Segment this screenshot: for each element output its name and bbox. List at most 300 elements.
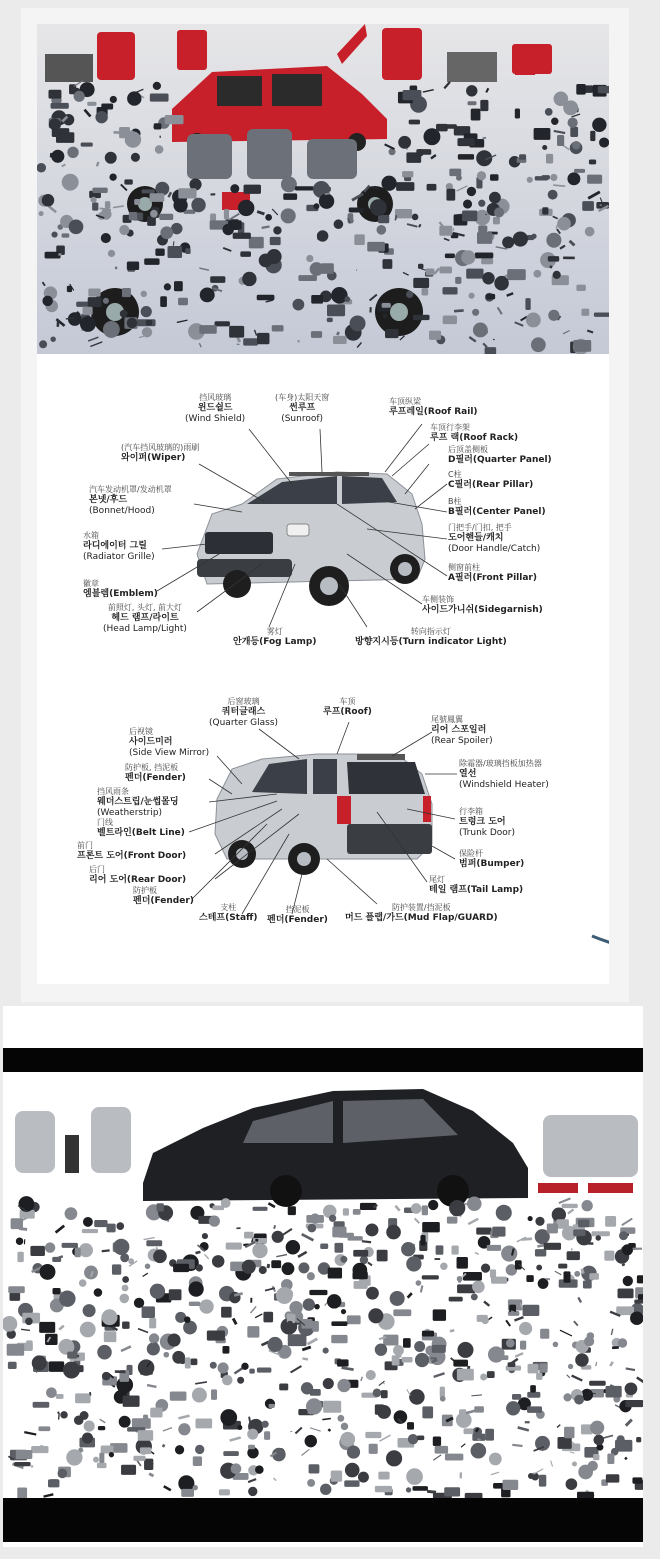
car-part: [193, 1457, 201, 1466]
car-part: [299, 1263, 309, 1273]
car-part: [515, 1261, 521, 1269]
car-part: [80, 317, 95, 332]
car-part: [142, 328, 151, 337]
car-part: [590, 1381, 606, 1385]
car-part: [371, 200, 387, 216]
label-turn-indicator: 转向指示灯 방향지시등(Turn indicator Light): [355, 627, 507, 647]
car-part: [45, 252, 60, 258]
car-part: [79, 1280, 86, 1287]
label-sidegarnish: 车侧装饰 사이드가니쉬(Sidegarnish): [422, 595, 543, 615]
car-part: [211, 277, 225, 283]
car-part: [140, 1448, 150, 1454]
car-part: [543, 208, 548, 214]
car-part: [610, 1388, 615, 1396]
car-part: [475, 1407, 484, 1412]
car-part: [457, 1258, 467, 1269]
car-part: [379, 1472, 389, 1479]
car-part: [341, 1256, 347, 1262]
label-sunroof: (车身)太阳天窗 썬루프 (Sunroof): [275, 393, 330, 424]
car-part: [447, 189, 455, 200]
car-part: [18, 1252, 23, 1261]
car-part: [487, 1245, 500, 1250]
car-part: [257, 1368, 270, 1372]
car-part: [495, 208, 504, 217]
car-part: [553, 1342, 558, 1347]
car-part: [94, 1289, 102, 1297]
car-part: [456, 175, 461, 180]
car-part: [562, 1204, 577, 1207]
car-part: [120, 1294, 129, 1303]
car-part: [535, 177, 547, 180]
car-part: [258, 333, 269, 343]
car-part: [503, 1480, 518, 1489]
car-part: [62, 174, 78, 190]
car-part: [537, 1373, 542, 1379]
car-part: [454, 1360, 468, 1366]
car-part: [551, 174, 557, 180]
car-part: [591, 1421, 604, 1434]
car-part: [10, 1293, 20, 1300]
car-part: [18, 1488, 27, 1498]
car-part: [323, 1348, 328, 1353]
car-part: [456, 1413, 471, 1428]
label-windshield-heater: 除霜器/玻璃挡板加热器 열선 (Windshield Heater): [459, 759, 549, 790]
car-part: [366, 1432, 381, 1437]
car-part: [440, 267, 451, 273]
car-part: [266, 214, 272, 220]
car-part: [386, 1451, 401, 1466]
car-part: [583, 1281, 591, 1288]
car-part: [68, 1352, 77, 1358]
car-part: [471, 1294, 477, 1300]
car-part: [180, 1358, 186, 1364]
car-part: [123, 1396, 139, 1406]
car-part: [350, 316, 365, 331]
car-part: [458, 155, 473, 159]
car-part: [440, 1396, 445, 1401]
car-part: [413, 315, 429, 319]
car-part: [210, 1362, 216, 1368]
car-part: [74, 91, 84, 101]
car-part: [68, 147, 78, 157]
label-roof: 车顶 루프(Roof): [323, 697, 372, 717]
car-part: [407, 1257, 421, 1271]
car-part: [284, 194, 297, 199]
label-fender-1: 防护板, 挡泥板 펜더(Fender): [125, 763, 186, 783]
car-part: [272, 1261, 281, 1268]
car-part: [103, 321, 119, 337]
car-part: [84, 1421, 94, 1431]
car-part: [459, 1278, 460, 1283]
car-part: [319, 194, 333, 208]
car-part: [9, 1287, 25, 1293]
car-part: [343, 1209, 348, 1215]
car-part: [262, 226, 270, 227]
car-part: [531, 1386, 536, 1392]
car-part: [458, 1342, 473, 1357]
car-part: [577, 285, 585, 290]
car-part: [222, 1307, 232, 1317]
car-part: [256, 1466, 264, 1474]
car-part: [564, 1272, 570, 1282]
label-emblem: 徽章 엠블렘(Emblem): [83, 579, 158, 599]
car-part: [264, 1312, 273, 1322]
car-part: [88, 102, 96, 105]
car-part: [40, 1264, 55, 1279]
car-part: [478, 1439, 481, 1441]
car-part: [242, 1260, 255, 1273]
car-part: [175, 1446, 183, 1454]
car-part: [567, 1252, 579, 1260]
car-part: [546, 154, 552, 163]
car-part: [454, 310, 464, 311]
car-part: [52, 232, 57, 237]
car-part: [62, 234, 69, 237]
car-part: [48, 1480, 58, 1487]
car-part: [341, 1423, 347, 1429]
car-part: [618, 1289, 633, 1298]
car-part: [317, 231, 327, 241]
car-part: [508, 1363, 515, 1367]
car-part: [310, 263, 323, 276]
car-part: [528, 1217, 532, 1221]
rear-suv-illustration: [215, 754, 432, 875]
car-part: [422, 1276, 438, 1279]
car-part: [422, 1331, 433, 1336]
car-part: [467, 86, 477, 96]
car-part: [585, 227, 594, 236]
car-part: [241, 252, 251, 257]
car-part: [156, 182, 169, 195]
car-part: [83, 1217, 92, 1226]
car-part: [338, 1379, 350, 1391]
car-part: [102, 1250, 110, 1251]
car-part: [332, 288, 348, 304]
car-part: [179, 1424, 190, 1435]
car-part: [620, 1232, 628, 1240]
car-part: [574, 1230, 585, 1236]
car-part: [305, 1435, 316, 1446]
car-part: [179, 189, 196, 198]
car-part: [93, 1457, 98, 1462]
car-part: [390, 1291, 404, 1305]
car-part: [150, 1318, 156, 1327]
car-part: [269, 1404, 274, 1407]
car-part: [471, 109, 480, 120]
car-part: [16, 1451, 32, 1459]
car-part: [250, 1369, 255, 1373]
car-part: [489, 192, 500, 203]
car-part: [95, 1221, 107, 1227]
car-part: [618, 1339, 626, 1347]
car-part: [345, 1481, 359, 1487]
car-part: [383, 314, 387, 318]
car-part: [423, 1223, 440, 1232]
car-part: [594, 1455, 599, 1460]
car-part: [150, 1284, 164, 1298]
car-part: [110, 96, 116, 102]
car-part: [46, 1334, 58, 1344]
car-part: [479, 226, 487, 235]
car-part: [325, 193, 330, 194]
car-part: [572, 141, 580, 149]
car-part: [441, 1263, 447, 1269]
car-part: [119, 1416, 130, 1427]
car-part: [496, 1205, 511, 1220]
car-part: [623, 1276, 632, 1285]
car-part: [122, 1465, 136, 1474]
car-part: [513, 232, 527, 246]
car-part: [397, 183, 414, 191]
car-part: [313, 1322, 319, 1332]
car-part: [463, 1273, 481, 1281]
car-part: [75, 1248, 80, 1257]
car-part: [243, 272, 256, 285]
car-part: [224, 1452, 239, 1456]
car-part: [417, 150, 431, 155]
car-part: [592, 1232, 609, 1236]
car-part: [409, 120, 419, 124]
label-windshield: 挡风玻璃 윈드쉴드 (Wind Shield): [185, 393, 246, 424]
car-part: [56, 1395, 63, 1399]
car-part: [128, 92, 141, 105]
car-part: [223, 1347, 229, 1354]
label-side-mirror: 后视镜 사이드미러 (Side View Mirror): [129, 727, 210, 758]
car-part: [366, 1224, 378, 1236]
bottom-black-band: [3, 1498, 643, 1542]
car-part: [571, 127, 578, 136]
car-part: [164, 1352, 169, 1357]
car-part: [553, 185, 565, 186]
car-part: [367, 1287, 379, 1299]
car-part: [433, 1310, 445, 1321]
car-part: [415, 1342, 425, 1352]
car-part: [123, 1277, 129, 1283]
car-part: [566, 1479, 577, 1490]
car-part: [189, 1302, 200, 1305]
car-part: [625, 1457, 627, 1459]
car-part: [539, 1475, 545, 1486]
car-part: [145, 1264, 150, 1269]
car-part: [377, 1250, 387, 1261]
car-part: [520, 1322, 532, 1334]
car-part: [445, 1454, 462, 1460]
car-part: [450, 1200, 465, 1215]
car-part: [290, 1301, 302, 1313]
car-part: [272, 326, 283, 331]
car-part: [593, 118, 606, 131]
car-part: [572, 1462, 576, 1466]
car-part: [605, 1251, 614, 1260]
car-part: [407, 1469, 423, 1485]
disassembled-black-car-photo: [3, 1073, 643, 1498]
car-part: [375, 1344, 386, 1355]
car-part: [149, 1334, 158, 1343]
car-part: [528, 1392, 540, 1397]
car-part: [102, 1310, 117, 1325]
car-part: [154, 124, 161, 129]
car-part: [345, 1463, 359, 1477]
car-part: [594, 313, 609, 316]
car-part: [151, 210, 158, 217]
car-part: [244, 185, 260, 193]
car-part: [616, 1440, 632, 1451]
car-part: [120, 225, 129, 234]
car-part: [253, 1238, 266, 1242]
car-part: [331, 1471, 341, 1481]
car-part: [583, 202, 594, 211]
car-part: [186, 249, 190, 254]
label-trunk-door: 行李箱 트렁크 도어 (Trunk Door): [459, 807, 516, 838]
car-part: [347, 1316, 360, 1324]
car-part: [483, 273, 494, 284]
car-part: [174, 1264, 189, 1271]
car-part: [383, 260, 392, 269]
car-part: [479, 200, 485, 206]
car-part: [334, 336, 347, 343]
car-part: [169, 1290, 181, 1300]
car-part: [445, 254, 454, 258]
car-part: [481, 1374, 487, 1380]
car-part: [213, 1206, 224, 1210]
car-part: [231, 185, 239, 193]
car-part: [503, 237, 514, 248]
car-part: [457, 1369, 473, 1380]
car-part: [200, 288, 214, 302]
car-part: [142, 190, 154, 193]
car-part: [590, 1274, 599, 1280]
car-part: [230, 326, 244, 337]
car-part: [467, 187, 475, 195]
car-part: [82, 1433, 92, 1443]
car-part: [65, 1208, 77, 1220]
car-part: [449, 1297, 462, 1301]
car-part: [492, 1277, 507, 1283]
car-part: [274, 1225, 275, 1228]
car-part: [66, 318, 74, 319]
car-part: [544, 1243, 560, 1249]
car-part: [162, 1445, 164, 1446]
car-part: [568, 1364, 572, 1368]
car-part: [471, 1443, 486, 1458]
car-part: [245, 1232, 254, 1238]
car-part: [547, 233, 561, 247]
car-part: [31, 1466, 33, 1467]
car-part: [458, 139, 474, 146]
car-part: [268, 1264, 269, 1268]
car-part: [155, 146, 163, 154]
car-part: [394, 1310, 411, 1316]
car-part: [353, 1209, 360, 1214]
car-part: [334, 220, 343, 229]
car-part: [191, 1359, 197, 1365]
car-part: [184, 1321, 197, 1334]
car-part: [249, 1487, 257, 1495]
car-part: [399, 136, 411, 148]
car-part: [148, 217, 156, 226]
car-part: [310, 1290, 327, 1294]
car-part: [295, 187, 313, 190]
car-part: [395, 210, 411, 218]
car-part: [49, 90, 61, 98]
car-part: [132, 1419, 150, 1428]
car-part: [141, 307, 151, 317]
car-part: [323, 1378, 333, 1388]
car-part: [495, 1348, 504, 1357]
car-part: [468, 1197, 482, 1211]
car-part: [238, 200, 253, 215]
car-part: [477, 1228, 491, 1234]
car-part: [538, 1279, 548, 1289]
car-part: [549, 310, 559, 320]
car-part: [90, 1392, 91, 1396]
car-part: [314, 204, 319, 209]
car-part: [302, 1358, 308, 1359]
car-part: [259, 254, 272, 267]
car-part: [527, 1276, 533, 1282]
car-part: [184, 210, 195, 213]
car-part: [125, 132, 140, 147]
car-part: [507, 1402, 520, 1415]
car-part: [244, 339, 258, 345]
car-part: [164, 284, 170, 290]
car-part: [486, 1429, 494, 1440]
car-part: [588, 1461, 597, 1470]
car-part: [168, 1334, 180, 1346]
top-black-band: [3, 1048, 643, 1072]
car-part: [105, 152, 116, 163]
car-part: [429, 331, 440, 339]
car-part: [594, 1435, 604, 1445]
car-part: [327, 318, 332, 321]
car-part: [127, 318, 137, 328]
car-part: [182, 1489, 194, 1496]
car-part: [51, 103, 68, 108]
car-part: [392, 1356, 399, 1365]
label-front-door: 前门 프론트 도어(Front Door): [77, 841, 187, 861]
car-part: [211, 1390, 216, 1400]
car-part: [307, 255, 313, 261]
car-part: [274, 227, 281, 234]
car-part: [408, 1423, 414, 1430]
car-part: [487, 1372, 494, 1378]
car-part: [411, 1204, 421, 1214]
car-part: [238, 1377, 244, 1383]
car-part: [238, 1425, 242, 1429]
car-part: [19, 1229, 27, 1230]
car-part: [107, 1224, 115, 1232]
car-part: [481, 100, 488, 110]
car-part: [345, 297, 350, 302]
car-part: [307, 1216, 324, 1223]
car-part: [596, 1236, 600, 1240]
car-part: [321, 1484, 331, 1494]
car-part: [135, 199, 140, 204]
car-part: [40, 341, 47, 348]
car-part: [328, 1429, 330, 1431]
label-rear-pillar: C柱 C필러(Rear Pillar): [448, 470, 534, 490]
car-part: [39, 1427, 50, 1431]
car-part: [338, 1415, 344, 1421]
car-part: [426, 269, 434, 275]
car-part: [98, 1345, 112, 1359]
car-part: [536, 1217, 544, 1225]
car-part: [606, 1475, 618, 1482]
car-part: [93, 188, 107, 192]
car-part: [202, 1233, 207, 1238]
car-part: [249, 1445, 255, 1449]
car-part: [125, 180, 132, 184]
